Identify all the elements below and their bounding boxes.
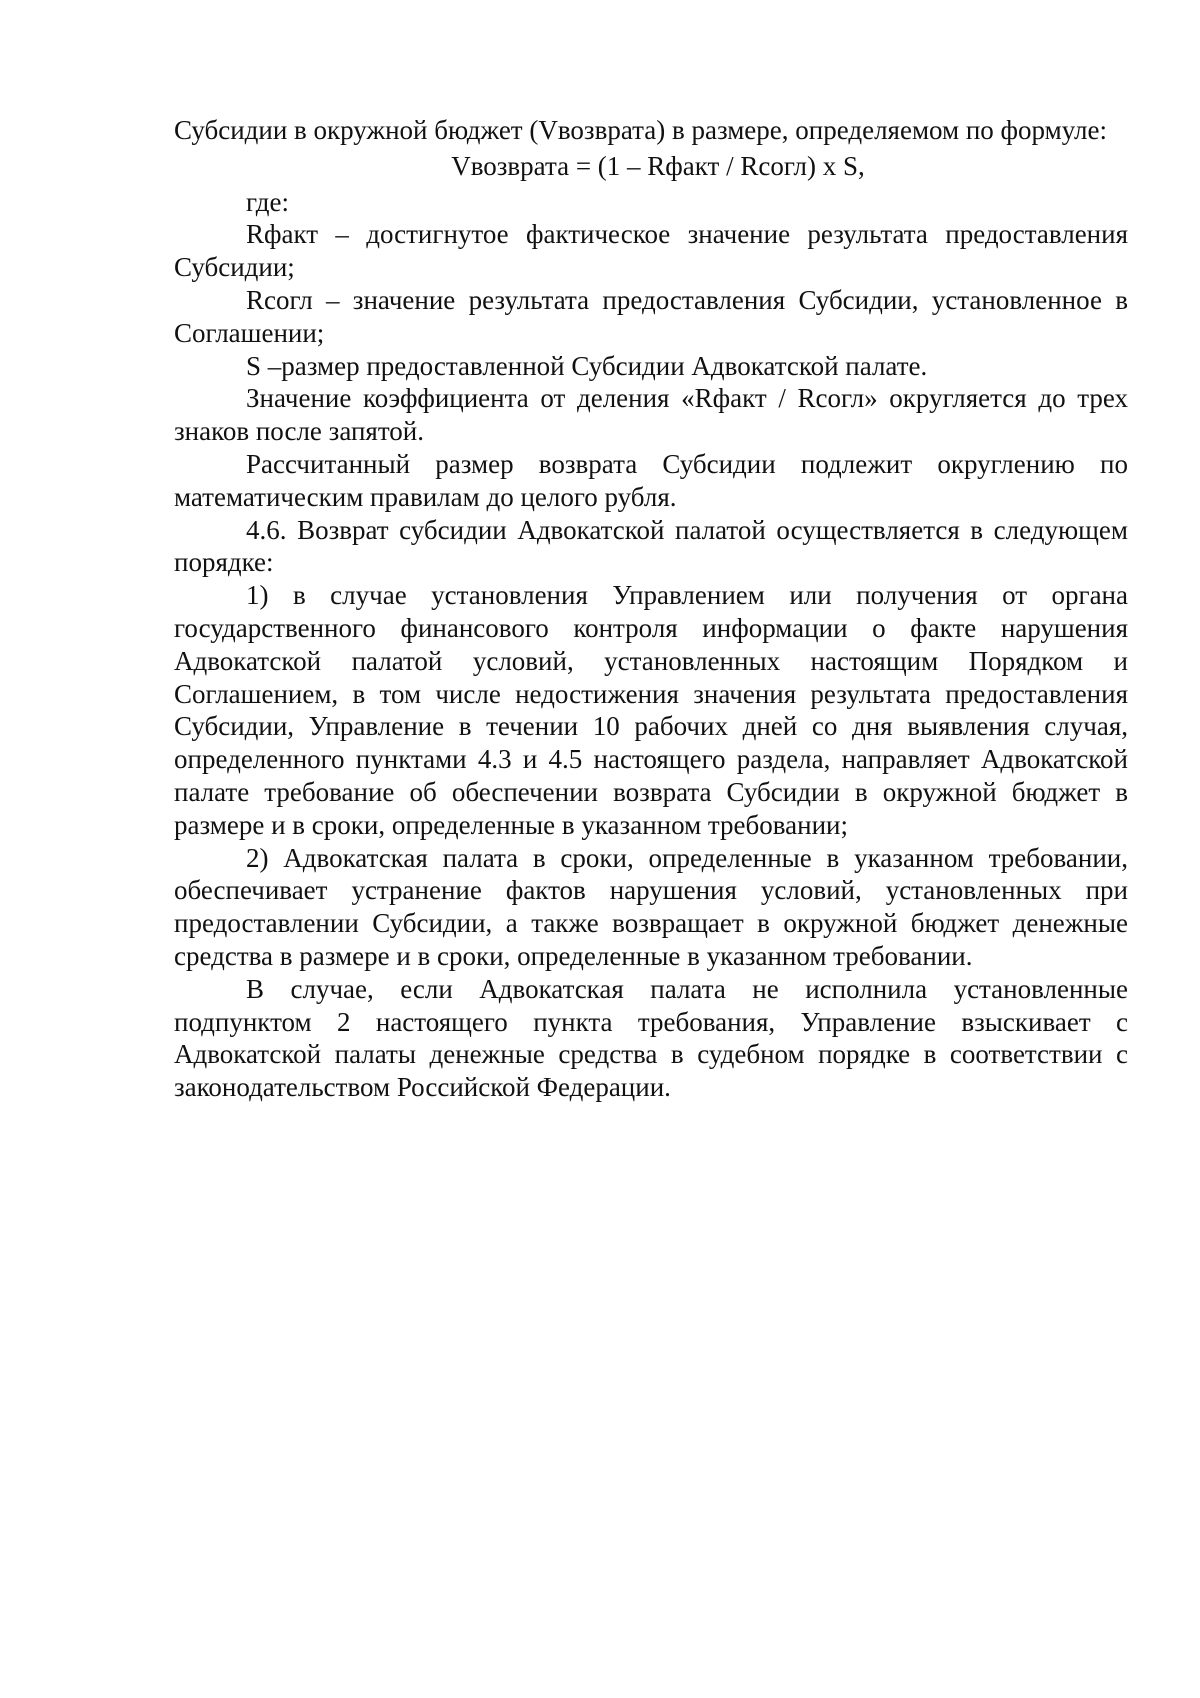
subitem-1: 1) в случае установления Управлением или получения от органа государственного финансового контроля информации о факте нарушения Адвокатской палатой условий, установленных настоящим Порядком и Соглашением, в том числе недостижения значения результата предоставления Субсидии, Управление в течении 10 рабочих дней со дня выявления случая, определенного пунктами 4.3 и 4.5 настоящего раздела, направляет Адвокатской палате требование об обеспечении возврата Субсидии в окружной бюджет в размере и в сроки, определенные в указанном требовании; (174, 580, 1128, 840)
paragraph-continuation: Субсидии в окружной бюджет (Vвозврата) в размере, определяемом по формуле: (174, 115, 1108, 145)
paragraph-coefficient-rounding: Значение коэффициента от деления «Rфакт / Rсогл» округляется до трех знаков после запятой. (174, 383, 1128, 447)
subitem-2: 2) Адвокатская палата в сроки, определенные в указанном требовании, обеспечивает устранение фактов нарушения условий, установленных при предоставлении Субсидии, а также возвращает в окружной бюджет денежные средства в размере и в сроки, определенные в указанном требовании. (174, 842, 1128, 971)
document-body (174, 114, 1128, 1104)
section-4-6-heading: 4.6. Возврат субсидии Адвокатской палатой осуществляется в следующем порядке: (174, 514, 1128, 578)
definition-s: S –размер предоставленной Субсидии Адвокатской палате. (246, 350, 928, 381)
paragraph-refund-rounding: Рассчитанный размер возврата Субсидии подлежит округлению по математическим правилам до целого рубля. (174, 448, 1128, 512)
paragraph-where: где: (246, 186, 289, 217)
paragraph-enforcement: В случае, если Адвокатская палата не исполнила установленные подпунктом 2 настоящего пункта требования, Управление взыскивает с Адвокатской палаты денежные средства в судебном порядке в соответствии с законодательством Российской Федерации. (174, 973, 1128, 1103)
definition-rfact: Rфакт – достигнутое фактическое значение результата предоставления Субсидии; (174, 219, 1128, 283)
definition-rsogl: Rсогл – значение результата предоставления Субсидии, установленное в Соглашении; (174, 284, 1128, 348)
refund-formula: Vвозврата = (1 – Rфакт / Rсогл) x S, (451, 150, 865, 181)
